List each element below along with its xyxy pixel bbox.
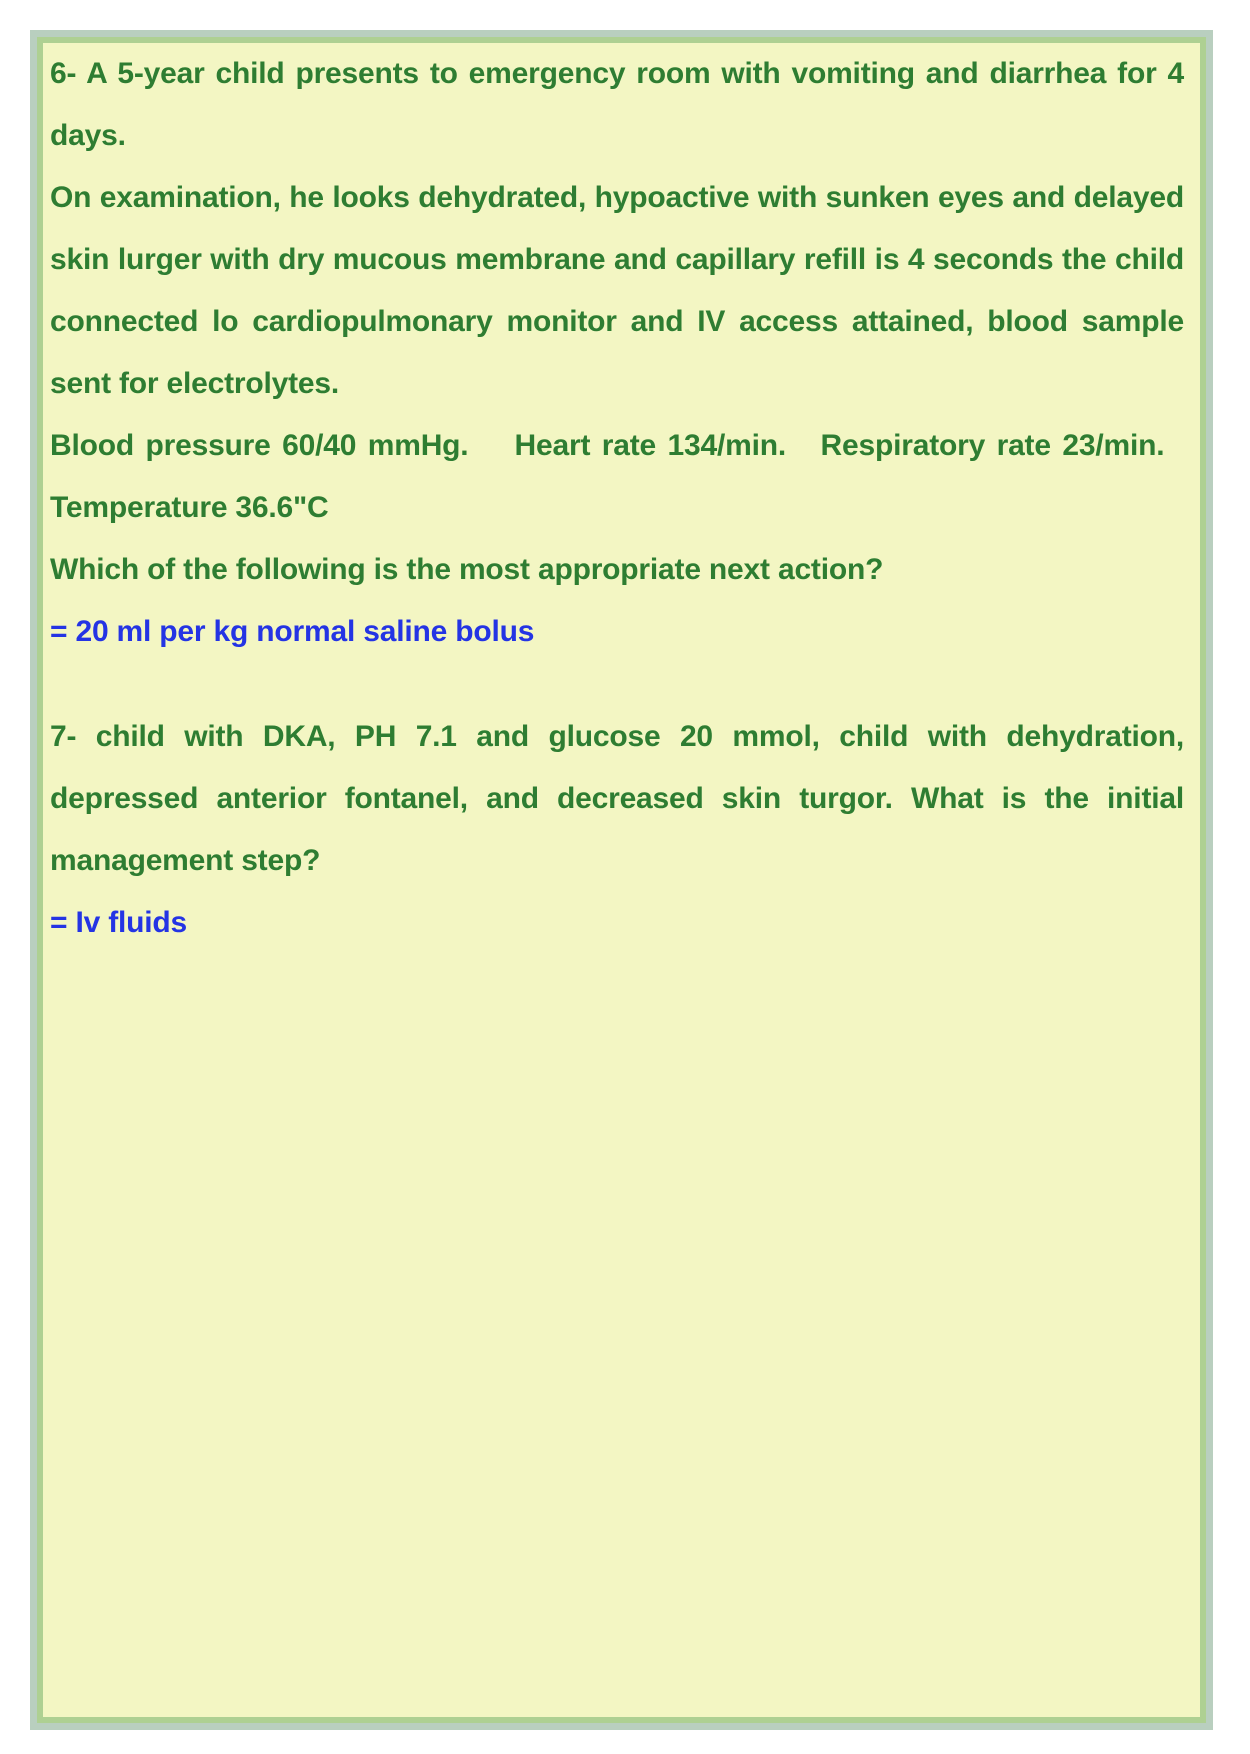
question-6-vitals: Blood pressure 60/40 mmHg. Heart rate 134/min. Respiratory rate 23/min. Temperature 36.6"C (50, 429, 1184, 524)
question-6-prompt: Which of the following is the most appropriate next action? (50, 553, 884, 586)
question-6-exam-findings: On examination, he looks dehydrated, hypoactive with sunken eyes and delayed skin lurger with dry mucous membrane and capillary refill is 4 seconds the child connected lo cardiopulmonary monitor and IV access attained, blood sample sent for electrolytes. (50, 181, 1184, 400)
question-7-text: 7- child with DKA, PH 7.1 and glucose 20 mmol, child with dehydration, depressed anterior fontanel, and decreased skin turgor. What is the initial management step? (50, 720, 1184, 877)
question-6-intro: 6- A 5-year child presents to emergency room with vomiting and diarrhea for 4 days. (50, 57, 1184, 152)
question-6-answer: = 20 ml per kg normal saline bolus (50, 615, 535, 648)
question-card (30, 30, 1213, 1730)
blank-line (50, 663, 1184, 706)
question-card-body (37, 37, 1206, 1723)
question-7-answer: = Iv fluids (50, 906, 188, 939)
